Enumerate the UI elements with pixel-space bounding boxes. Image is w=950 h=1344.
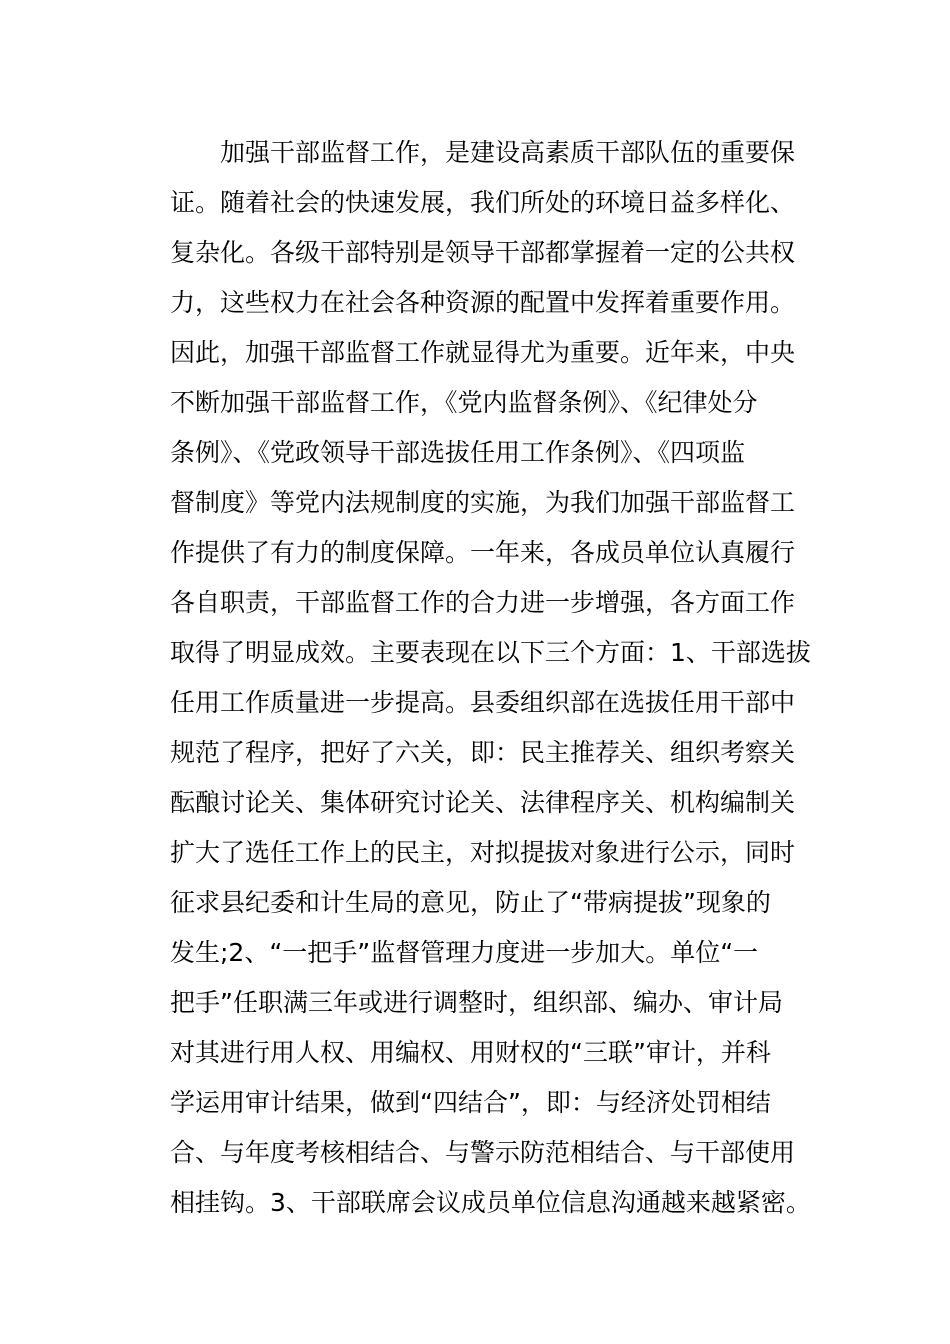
text-line-1: 加强干部监督工作，是建设高素质干部队伍的重要保 (170, 138, 796, 167)
text-line-6: 不断加强干部监督工作，《党内监督条例》、《纪律处分 (170, 388, 758, 417)
text-line-11: 取得了明显成效。主要表现在以下三个方面：1、干部选拔 (170, 638, 811, 667)
text-line-8: 督制度》等党内法规制度的实施，为我们加强干部监督工 (170, 488, 796, 517)
text-line-4: 力，这些权力在社会各种资源的配置中发挥着重要作用。 (170, 288, 796, 317)
text-line-12: 任用工作质量进一步提高。县委组织部在选拔任用干部中 (170, 688, 796, 717)
text-line-9: 作提供了有力的制度保障。一年来，各成员单位认真履行 (170, 538, 796, 567)
text-line-7: 条例》、《党政领导干部选拔任用工作条例》、《四项监 (170, 438, 746, 467)
text-line-5: 因此，加强干部监督工作就显得尤为重要。近年来，中央 (170, 338, 796, 367)
text-line-10: 各自职责，干部监督工作的合力进一步增强，各方面工作 (170, 588, 796, 617)
text-line-21: 合、与年度考核相结合、与警示防范相结合、与干部使用 (170, 1138, 796, 1167)
text-line-18: 把手”任职满三年或进行调整时，组织部、编办、审计局 (170, 988, 783, 1017)
text-line-17: 发生;2、“一把手”监督管理力度进一步加大。单位“一 (170, 938, 759, 967)
text-line-14: 酝酿讨论关、集体研究讨论关、法律程序关、机构编制关 (170, 788, 796, 817)
text-line-22: 相挂钩。3、干部联席会议成员单位信息沟通越来越紧密。 (170, 1188, 811, 1217)
text-line-13: 规范了程序，把好了六关，即：民主推荐关、组织考察关 (170, 738, 796, 767)
text-line-16: 征求县纪委和计生局的意见，防止了“带病提拔”现象的 (170, 888, 771, 917)
text-line-15: 扩大了选任工作上的民主，对拟提拔对象进行公示，同时 (170, 838, 796, 867)
text-line-2: 证。随着社会的快速发展，我们所处的环境日益多样化、 (170, 188, 796, 217)
text-line-20: 学运用审计结果，做到“四结合”，即：与经济处罚相结 (170, 1088, 771, 1117)
body-paragraph (170, 128, 870, 1228)
text-line-19: 对其进行用人权、用编权、用财权的“三联”审计，并科 (170, 1038, 771, 1067)
text-line-3: 复杂化。各级干部特别是领导干部都掌握着一定的公共权 (170, 238, 796, 267)
